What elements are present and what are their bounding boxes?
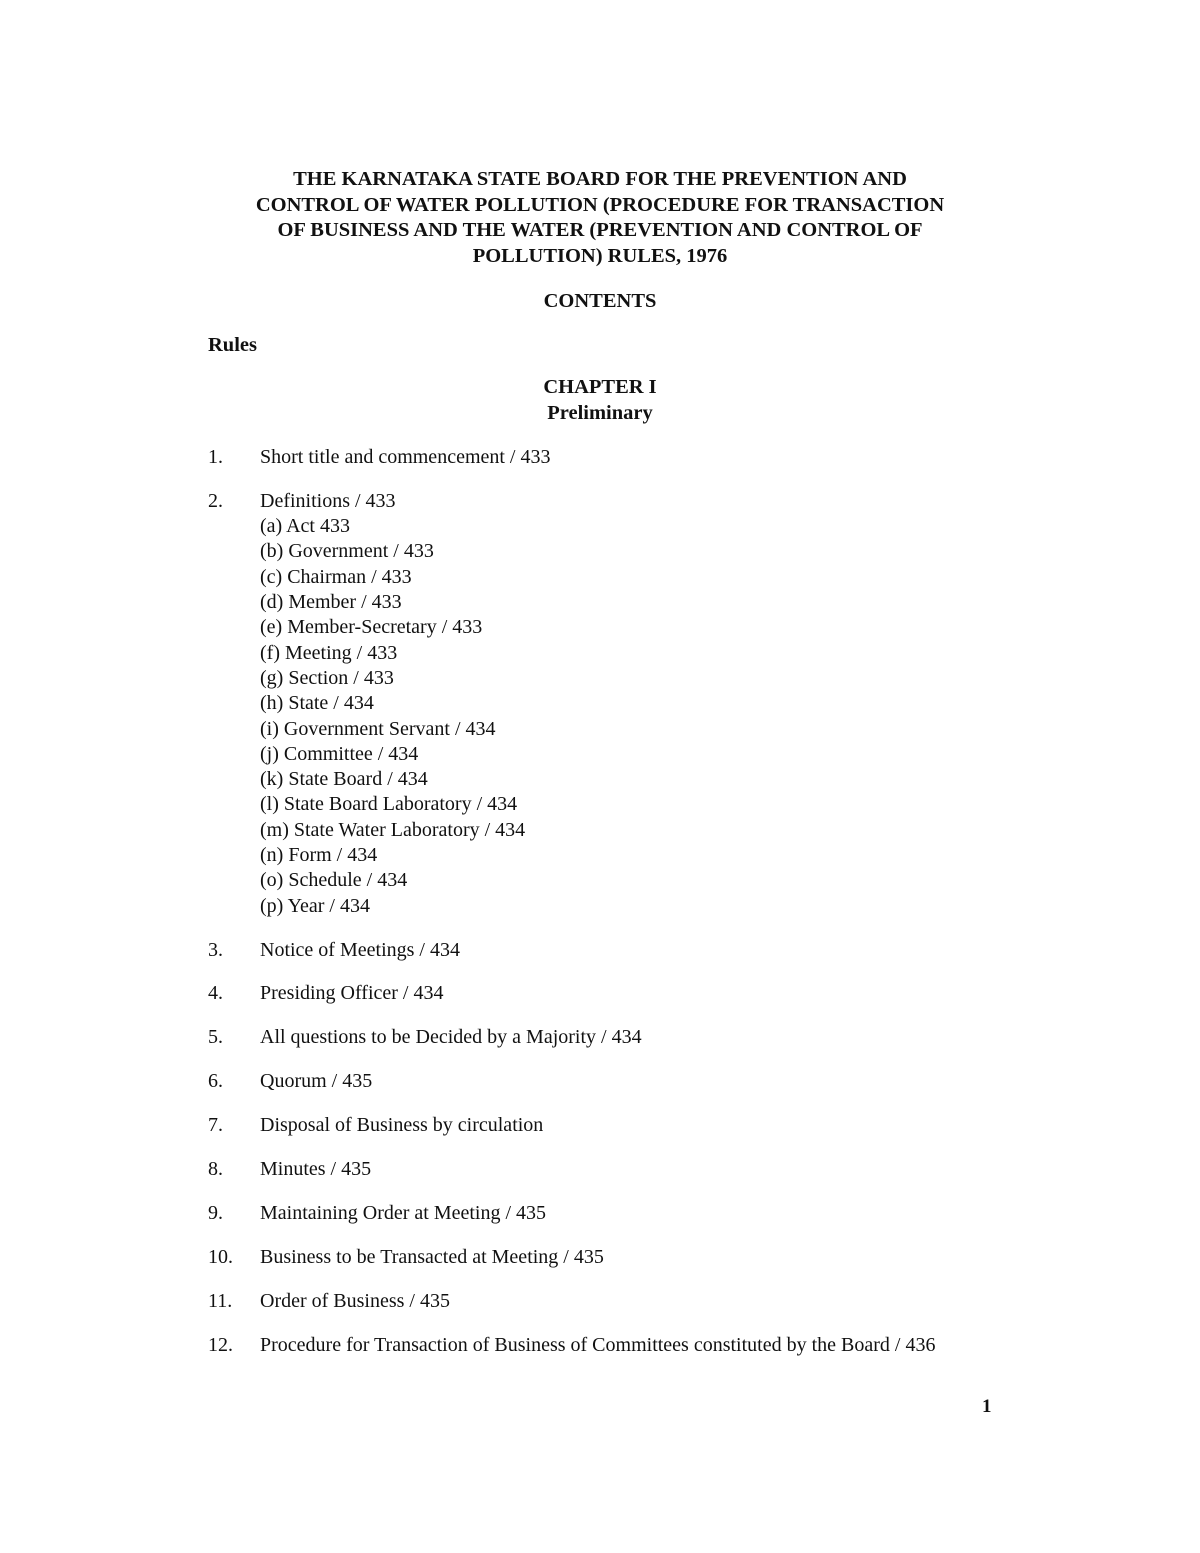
toc-entry-label: Quorum / 435	[260, 1070, 373, 1093]
toc-entry-label: Minutes / 435	[260, 1157, 372, 1180]
definitions-list	[260, 514, 998, 919]
toc-entry-label: Disposal of Business by circulation	[260, 1114, 544, 1137]
toc-entry-label: Order of Business / 435	[260, 1289, 450, 1312]
document-title	[200, 167, 1000, 269]
page-number: 1	[982, 1396, 992, 1417]
toc-entry-label: Maintaining Order at Meeting / 435	[260, 1201, 547, 1224]
toc-entry	[208, 938, 998, 963]
definition-item: (p) Year / 434	[260, 894, 370, 917]
toc-entry-number: 7.	[208, 1114, 223, 1137]
toc-entry	[208, 489, 998, 919]
definition-item: (j) Committee / 434	[260, 742, 419, 765]
title-line: OF BUSINESS AND THE WATER (PREVENTION AND CONTROL OF	[277, 219, 923, 241]
toc-entry-number: 6.	[208, 1070, 223, 1093]
toc-entry	[208, 445, 998, 470]
title-line: CONTROL OF WATER POLLUTION (PROCEDURE FOR TRANSACTION	[255, 193, 945, 216]
title-line: POLLUTION) RULES, 1976	[472, 244, 728, 267]
chapter-title: CHAPTER I	[543, 376, 657, 398]
toc-entry-label: Business to be Transacted at Meeting / 435	[260, 1245, 604, 1268]
toc-entry	[208, 1025, 998, 1050]
toc-entry-number: 12.	[208, 1333, 233, 1356]
toc-entry	[208, 981, 998, 1006]
toc-entry-label: Notice of Meetings / 434	[260, 938, 460, 961]
definition-item: (i) Government Servant / 434	[260, 717, 496, 740]
toc-entry	[208, 1113, 998, 1138]
table-of-contents	[208, 445, 998, 1376]
toc-entry-number: 8.	[208, 1157, 223, 1180]
toc-entry-number: 2.	[208, 489, 223, 512]
toc-entry	[208, 1289, 998, 1314]
toc-entry-number: 3.	[208, 938, 223, 961]
definition-item: (n) Form / 434	[260, 844, 378, 867]
contents-heading: CONTENTS	[543, 290, 657, 312]
toc-entry-number: 11.	[208, 1289, 233, 1312]
toc-entry	[208, 1157, 998, 1182]
toc-entry-number: 9.	[208, 1201, 223, 1224]
definition-item: (c) Chairman / 433	[260, 565, 412, 588]
toc-entry	[208, 1245, 998, 1270]
definition-item: (h) State / 434	[260, 692, 374, 715]
definition-item: (g) Section / 433	[260, 666, 394, 689]
toc-entry-number: 10.	[208, 1245, 233, 1268]
toc-entry	[208, 1333, 998, 1358]
toc-entry-label: Procedure for Transaction of Business of Committees constituted by the Board / 436	[260, 1333, 936, 1356]
toc-entry-label: Short title and commencement / 433	[260, 446, 551, 468]
toc-entry	[208, 1069, 998, 1094]
definition-item: (m) State Water Laboratory / 434	[260, 818, 526, 841]
rules-label: Rules	[208, 334, 257, 356]
definition-item: (a) Act 433	[260, 515, 350, 538]
toc-entry	[208, 1201, 998, 1226]
definition-item: (l) State Board Laboratory / 434	[260, 793, 518, 816]
toc-entry-number: 1.	[208, 446, 223, 468]
toc-entry-label: Definitions / 433	[260, 489, 396, 512]
definition-item: (k) State Board / 434	[260, 768, 428, 791]
definition-item: (d) Member / 433	[260, 591, 402, 614]
toc-entry-label: Presiding Officer / 434	[260, 982, 444, 1005]
title-line: THE KARNATAKA STATE BOARD FOR THE PREVENTION AND	[293, 168, 907, 190]
chapter-heading	[0, 375, 1200, 426]
toc-entry-number: 4.	[208, 982, 223, 1005]
definition-item: (b) Government / 433	[260, 540, 434, 563]
definition-item: (f) Meeting / 433	[260, 641, 398, 664]
toc-entry-label: All questions to be Decided by a Majority / 434	[260, 1026, 642, 1049]
definition-item: (e) Member-Secretary / 433	[260, 616, 483, 639]
definition-item: (o) Schedule / 434	[260, 869, 408, 892]
toc-entry-number: 5.	[208, 1026, 223, 1049]
chapter-subtitle: Preliminary	[547, 401, 653, 424]
